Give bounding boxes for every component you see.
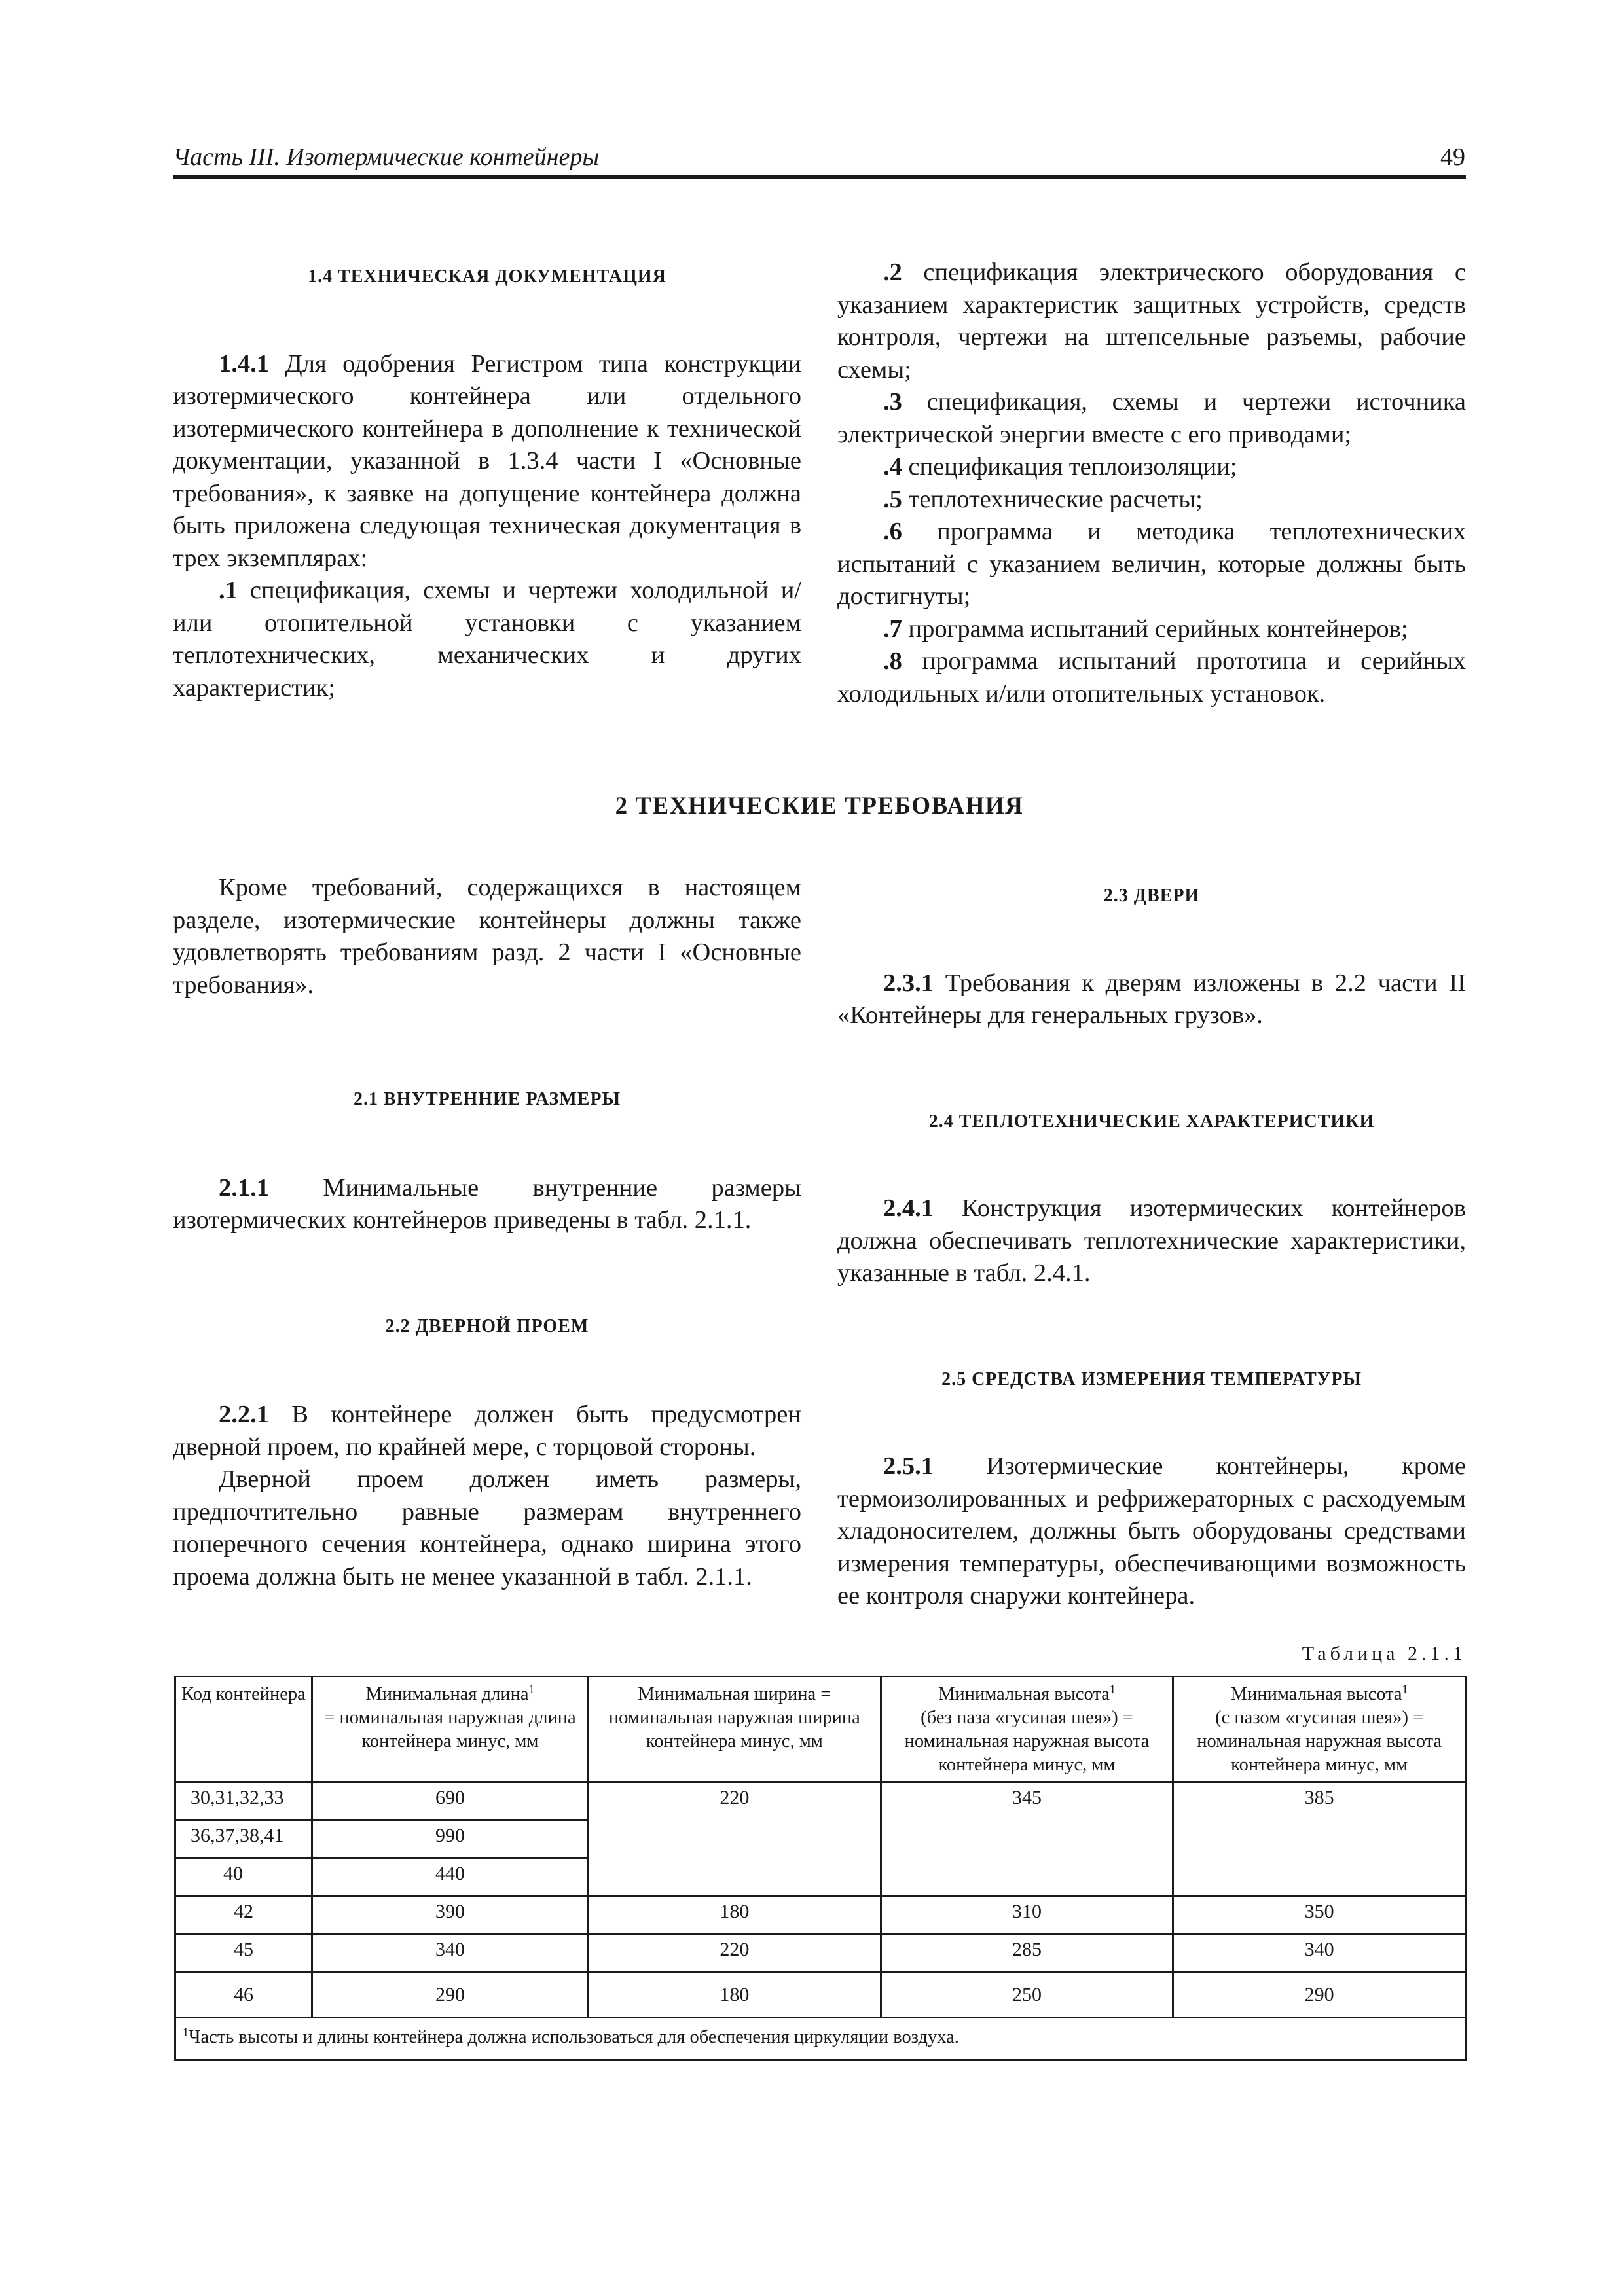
left-column-top	[173, 260, 801, 704]
clause-number: 1.4.1	[219, 350, 269, 378]
table-2-1-1	[174, 1676, 1467, 2061]
paragraph-1-4-1: 1.4.1 Для одобрения Регистром типа конструкции изотермического контейнера или отдельного изотермического контейнера в дополнение к технической документации, указанной в 1.3.4 части I «Основные требования», к заявке на допущение контейнера должна быть приложена следующая техническая документация в трех экземплярах:	[173, 350, 801, 572]
list-item-6: .6 программа и методика теплотехнических испытаний с указанием величин, которые должны быть достигнуты;	[837, 518, 1466, 610]
section-2-intro: Кроме требований, содержащихся в настоящем разделе, изотермические контейнеры должны также удовлетворять требованиям разд. 2 части I «Основные требования».	[173, 874, 801, 999]
paragraph-2-2-1: 2.2.1 В контейнере должен быть предусмотрен дверной проем, по крайней мере, с торцовой стороны.	[173, 1401, 801, 1461]
table-row: 45 340 220 285 340	[175, 1934, 1466, 1972]
section-2-5-title: 2.5 СРЕДСТВА ИЗМЕРЕНИЯ ТЕМПЕРАТУРЫ	[941, 1369, 1362, 1390]
table-row: 42 390 180 310 350	[175, 1896, 1466, 1934]
header-min-height-tunnel: Минимальная высота$^1$ (с пазом «гусиная шея») = номинальная наружная высота контейнера минус, мм	[1173, 1677, 1466, 1782]
paragraph-2-4-1: 2.4.1 Конструкция изотермических контейнеров должна обеспечивать теплотехнические характеристики, указанные в табл. 2.4.1.	[837, 1194, 1466, 1287]
right-column-bottom	[837, 880, 1466, 1613]
list-item-4: .4 спецификация теплоизоляции;	[883, 453, 1237, 480]
paragraph-2-3-1: 2.3.1 Требования к дверям изложены в 2.2 части II «Контейнеры для генеральных грузов».	[837, 969, 1466, 1029]
table-row: 46 290 180 250 290	[175, 1972, 1466, 2018]
table-footnote: $^1$Часть высоты и длины контейнера должна использоваться для обеспечения циркуляции воздуха.	[175, 2018, 1466, 2060]
header-min-height-no-tunnel: Минимальная высота$^1$ (без паза «гусиная шея») = номинальная наружная высота контейнера минус, мм	[881, 1677, 1173, 1782]
table-caption: Таблица 2.1.1	[1302, 1643, 1467, 1664]
header-min-width: Минимальная ширина = номинальная наружная ширина контейнера минус, мм	[589, 1677, 881, 1782]
table-row: 36,37,38,41 990	[175, 1820, 1466, 1858]
list-item-7: .7 программа испытаний серийных контейнеров;	[883, 615, 1408, 643]
paragraph-2-5-1: 2.5.1 Изотермические контейнеры, кроме термоизолированных и рефрижераторных с расходуемым хладоносителем, должны быть оборудованы средствами измерения температуры, обеспечивающими возможность ее контроля снаружи контейнера.	[837, 1452, 1466, 1609]
table-header-row	[175, 1677, 1466, 1782]
list-item-1: .1 спецификация, схемы и чертежи холодильной и/или отопительной установки с указанием теплотехнических, механических и других характеристик;	[173, 577, 801, 702]
page-number: 49	[1440, 143, 1465, 171]
table-row: 30,31,32,33 690 220 345 385	[175, 1782, 1466, 1820]
header-rule	[173, 175, 1466, 179]
list-item-8: .8 программа испытаний прототипа и серийных холодильных и/или отопительных установок.	[837, 647, 1466, 708]
section-2-title: 2 ТЕХНИЧЕСКИЕ ТРЕБОВАНИЯ	[615, 793, 1024, 819]
table-footnote-row	[175, 2018, 1466, 2060]
list-item-3: .3 спецификация, схемы и чертежи источника электрической энергии вместе с его приводами;	[837, 388, 1466, 448]
list-item-2: .2 спецификация электрического оборудования с указанием характеристик защитных устройств, средств контроля, чертежи на штепсельные разъемы, рабочие схемы;	[837, 259, 1466, 384]
right-column-top	[837, 257, 1466, 710]
left-column-bottom	[173, 872, 801, 1593]
section-1-4-title: 1.4 ТЕХНИЧЕСКАЯ ДОКУМЕНТАЦИЯ	[308, 266, 666, 287]
list-item-5: .5 теплотехнические расчеты;	[883, 485, 1203, 513]
header-code: Код контейнера	[175, 1677, 312, 1782]
section-2-4-title: 2.4 ТЕПЛОТЕХНИЧЕСКИЕ ХАРАКТЕРИСТИКИ	[928, 1111, 1375, 1132]
running-header-title: Часть III. Изотермические контейнеры	[173, 143, 600, 171]
section-2-2-title: 2.2 ДВЕРНОЙ ПРОЕМ	[385, 1316, 589, 1336]
section-2-1-title: 2.1 ВНУТРЕННИЕ РАЗМЕРЫ	[354, 1089, 621, 1109]
header-min-length: Минимальная длина$^1$ = номинальная наружная длина контейнера минус, мм	[312, 1677, 588, 1782]
paragraph-2-2-1-continued: Дверной проем должен иметь размеры, предпочтительно равные размерам внутреннего поперечного сечения контейнера, однако ширина этого проема должна быть не менее указанной в табл. 2.1.1.	[173, 1465, 801, 1590]
table-row: 40 440	[175, 1858, 1466, 1896]
paragraph-2-1-1: 2.1.1 Минимальные внутренние размеры изотермических контейнеров приведены в табл. 2.1.1.	[173, 1174, 801, 1234]
section-2-3-title: 2.3 ДВЕРИ	[1103, 886, 1200, 906]
